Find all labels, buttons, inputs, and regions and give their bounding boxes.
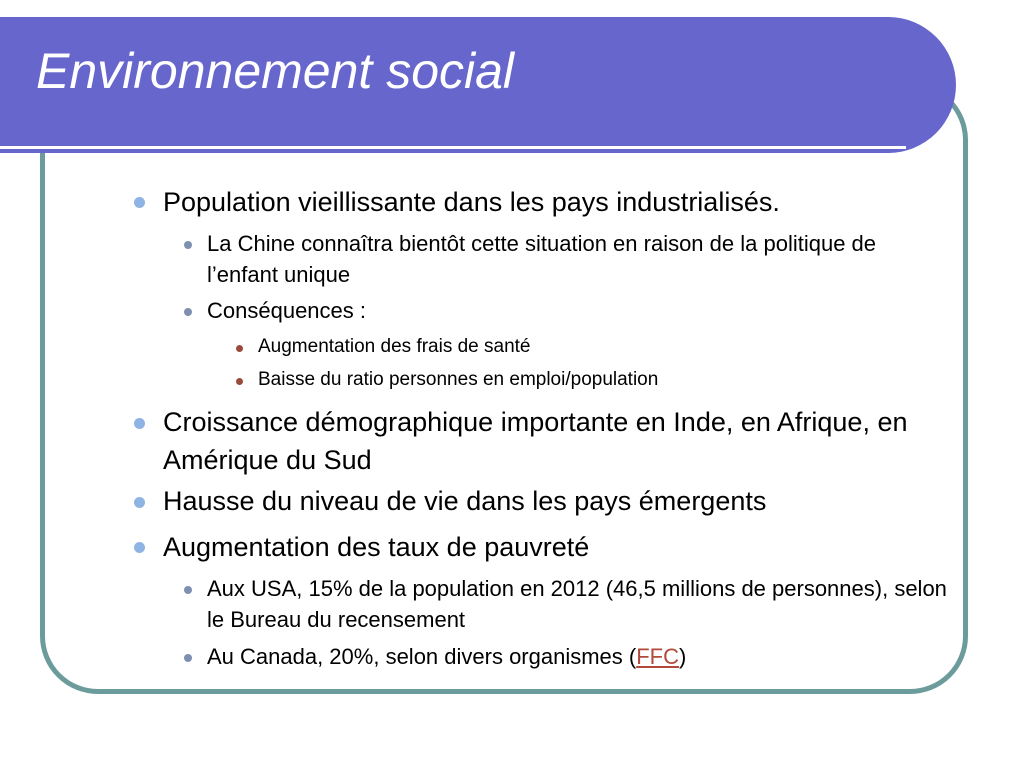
sub-bullet-text: Au Canada, 20%, selon divers organismes ( [207, 644, 637, 669]
bullet-dot-icon [134, 497, 145, 508]
bullet-item: Hausse du niveau de vie dans les pays émergents [163, 486, 767, 516]
bullet-dot-icon [134, 418, 145, 429]
sub-bullet-item [207, 641, 947, 672]
ffc-link[interactable]: FFC [636, 644, 679, 669]
sub-bullet-dot-icon [184, 586, 192, 594]
slide-title: Environnement social [36, 43, 515, 99]
sub-sub-bullet-dot-icon [236, 345, 243, 352]
bullet-dot-icon [134, 542, 145, 553]
sub-sub-bullet-item: Baisse du ratio personnes en emploi/population [258, 369, 659, 390]
bullet-item: Augmentation des taux de pauvreté [163, 532, 590, 562]
bullet-dot-icon [134, 197, 145, 208]
bullet-item: Croissance démographique importante en Inde, en Afrique, en Amérique du Sud [163, 407, 908, 475]
sub-bullet-item: La Chine connaîtra bientôt cette situation en raison de la politique de l’enfant unique [207, 231, 877, 287]
sub-bullet-text: ) [679, 644, 687, 669]
sub-sub-bullet-item: Augmentation des frais de santé [258, 336, 531, 357]
sub-bullet-dot-icon [184, 654, 192, 662]
sub-bullet-dot-icon [184, 308, 192, 316]
sub-bullet-item: Aux USA, 15% de la population en 2012 (46,5 millions de personnes), selon le Bureau du recensement [207, 576, 947, 632]
bullet-item: Population vieillissante dans les pays industrialisés. [163, 187, 780, 217]
sub-bullet-item: Conséquences : [207, 298, 366, 323]
sub-bullet-dot-icon [184, 241, 192, 249]
sub-sub-bullet-dot-icon [236, 378, 243, 385]
